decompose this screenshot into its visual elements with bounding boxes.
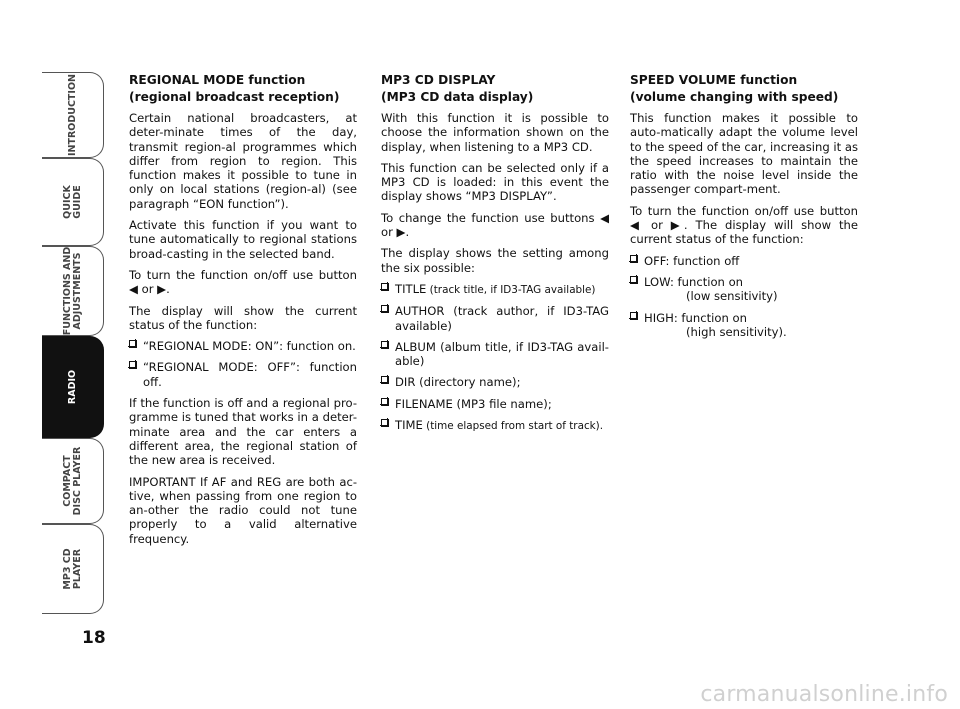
bullet-item <box>129 360 357 389</box>
tab-introduction[interactable] <box>42 72 104 158</box>
tab-radio[interactable] <box>42 336 104 438</box>
bullet-text: HIGH: function on <box>644 310 747 325</box>
tab-label: INTRODUCTION <box>66 74 78 156</box>
bullet-text: FILENAME (MP3 file name); <box>395 396 552 411</box>
heading-subtitle: (volume changing with speed) <box>630 89 839 104</box>
tab-label: QUICK <box>61 185 73 219</box>
tab-quick-guide[interactable] <box>42 158 104 246</box>
column-regional-mode <box>129 72 357 553</box>
tab-functions-adjustments[interactable] <box>42 246 104 336</box>
bullet-item <box>381 340 609 369</box>
bullet-continuation: (low sensitivity) <box>686 289 778 304</box>
bullet-text: TITLE <box>395 281 427 296</box>
column-speed-volume <box>630 72 858 346</box>
heading-title: SPEED VOLUME function <box>630 73 798 87</box>
tab-label: RADIO <box>66 369 78 405</box>
checkbox-bullet-icon <box>129 340 137 348</box>
column-mp3-cd-display <box>381 72 609 440</box>
section-heading <box>129 72 357 105</box>
paragraph: This function can be selected only if a MP3 CD is loaded: in this event the display shows “MP3 DISPLAY”. <box>381 160 609 204</box>
bullet-item <box>381 304 609 333</box>
checkbox-bullet-icon <box>381 398 389 406</box>
bullet-text: TIME <box>395 418 423 433</box>
bullet-item <box>381 282 609 297</box>
bullet-item <box>381 397 609 411</box>
paragraph: To turn the function on/off use button ◀ or ▶. The display will show the current status of the function: <box>630 203 858 247</box>
bullet-item <box>129 339 357 353</box>
checkbox-bullet-icon <box>630 255 638 263</box>
heading-subtitle: (MP3 CD data display) <box>381 89 534 104</box>
bullet-item <box>630 254 858 268</box>
heading-title: MP3 CD DISPLAY <box>381 73 496 87</box>
checkbox-bullet-icon <box>129 361 137 369</box>
tab-label: COMPACT <box>61 455 73 507</box>
checkbox-bullet-icon <box>381 376 389 384</box>
bullet-text: ALBUM (album title, if ID3-TAG avail-able) <box>395 339 609 369</box>
tab-label: FUNCTIONS AND <box>61 246 73 336</box>
checkbox-bullet-icon <box>381 419 389 427</box>
tab-compact-disc-player[interactable] <box>42 438 104 524</box>
bullet-item <box>381 375 609 389</box>
section-heading <box>381 72 609 105</box>
checkbox-bullet-icon <box>630 312 638 320</box>
paragraph: IMPORTANT If AF and REG are both ac-tive, when passing from one region to an-other the radio could not tune properly to a valid alternative frequency. <box>129 474 357 546</box>
paragraph: If the function is off and a regional pro-gramme is tuned that works in a deter-minate area and the car enters a different area, the regional station of the new area is received. <box>129 396 357 468</box>
tab-label: ADJUSTMENTS <box>71 252 83 330</box>
checkbox-bullet-icon <box>630 276 638 284</box>
section-heading <box>630 72 858 105</box>
bullet-text: AUTHOR (track author, if ID3-TAG available) <box>395 304 609 333</box>
tab-label: MP3 CD <box>61 548 73 590</box>
heading-title: REGIONAL MODE function <box>129 73 306 87</box>
tab-label: PLAYER <box>71 548 83 590</box>
checkbox-bullet-icon <box>381 305 389 313</box>
checkbox-bullet-icon <box>381 341 389 349</box>
paragraph: Activate this function if you want to tune automatically to regional stations broad-casting in the selected band. <box>129 218 357 261</box>
bullet-note: (time elapsed from start of track). <box>422 420 604 433</box>
bullet-text: “REGIONAL MODE: OFF”: function off. <box>143 360 357 389</box>
paragraph: The display will show the current status of the function: <box>129 303 357 332</box>
paragraph: Certain national broadcasters, at deter-minate times of the day, transmit region-al programmes which differ from region to region. This function makes it possible to tune in only on local stations (region-al) (see paragraph “EON function”). <box>129 111 357 211</box>
checkbox-bullet-icon <box>381 283 389 291</box>
bullet-item <box>630 311 858 340</box>
bullet-continuation: (high sensitivity). <box>686 324 787 339</box>
bullet-item <box>630 275 858 304</box>
tab-mp3-cd-player[interactable] <box>42 524 104 614</box>
watermark: carmanualsonline.info <box>700 682 948 707</box>
bullet-text: LOW: function on <box>644 274 744 289</box>
paragraph: To change the function use buttons ◀ or ▶. <box>381 210 609 240</box>
tab-label: DISC PLAYER <box>71 446 83 516</box>
page-number: 18 <box>82 628 106 648</box>
paragraph: The display shows the setting among the six possible: <box>381 246 609 275</box>
bullet-item <box>381 418 609 433</box>
paragraph: With this function it is possible to choose the information shown on the display, when listening to a MP3 CD. <box>381 111 609 154</box>
bullet-text: DIR (directory name); <box>395 375 521 390</box>
bullet-note: (track title, if ID3-TAG available) <box>426 283 596 296</box>
tab-label: GUIDE <box>71 185 83 219</box>
paragraph: This function makes it possible to auto-matically adapt the volume level to the speed of the car, increasing it as the speed increases to maintain the ratio with the noise level inside the passenger compart-ment. <box>630 111 858 197</box>
paragraph: To turn the function on/off use button ◀ or ▶. <box>129 267 357 297</box>
bullet-text: “REGIONAL MODE: ON”: function on. <box>143 339 356 354</box>
heading-subtitle: (regional broadcast reception) <box>129 89 340 104</box>
bullet-text: OFF: function off <box>644 253 740 268</box>
